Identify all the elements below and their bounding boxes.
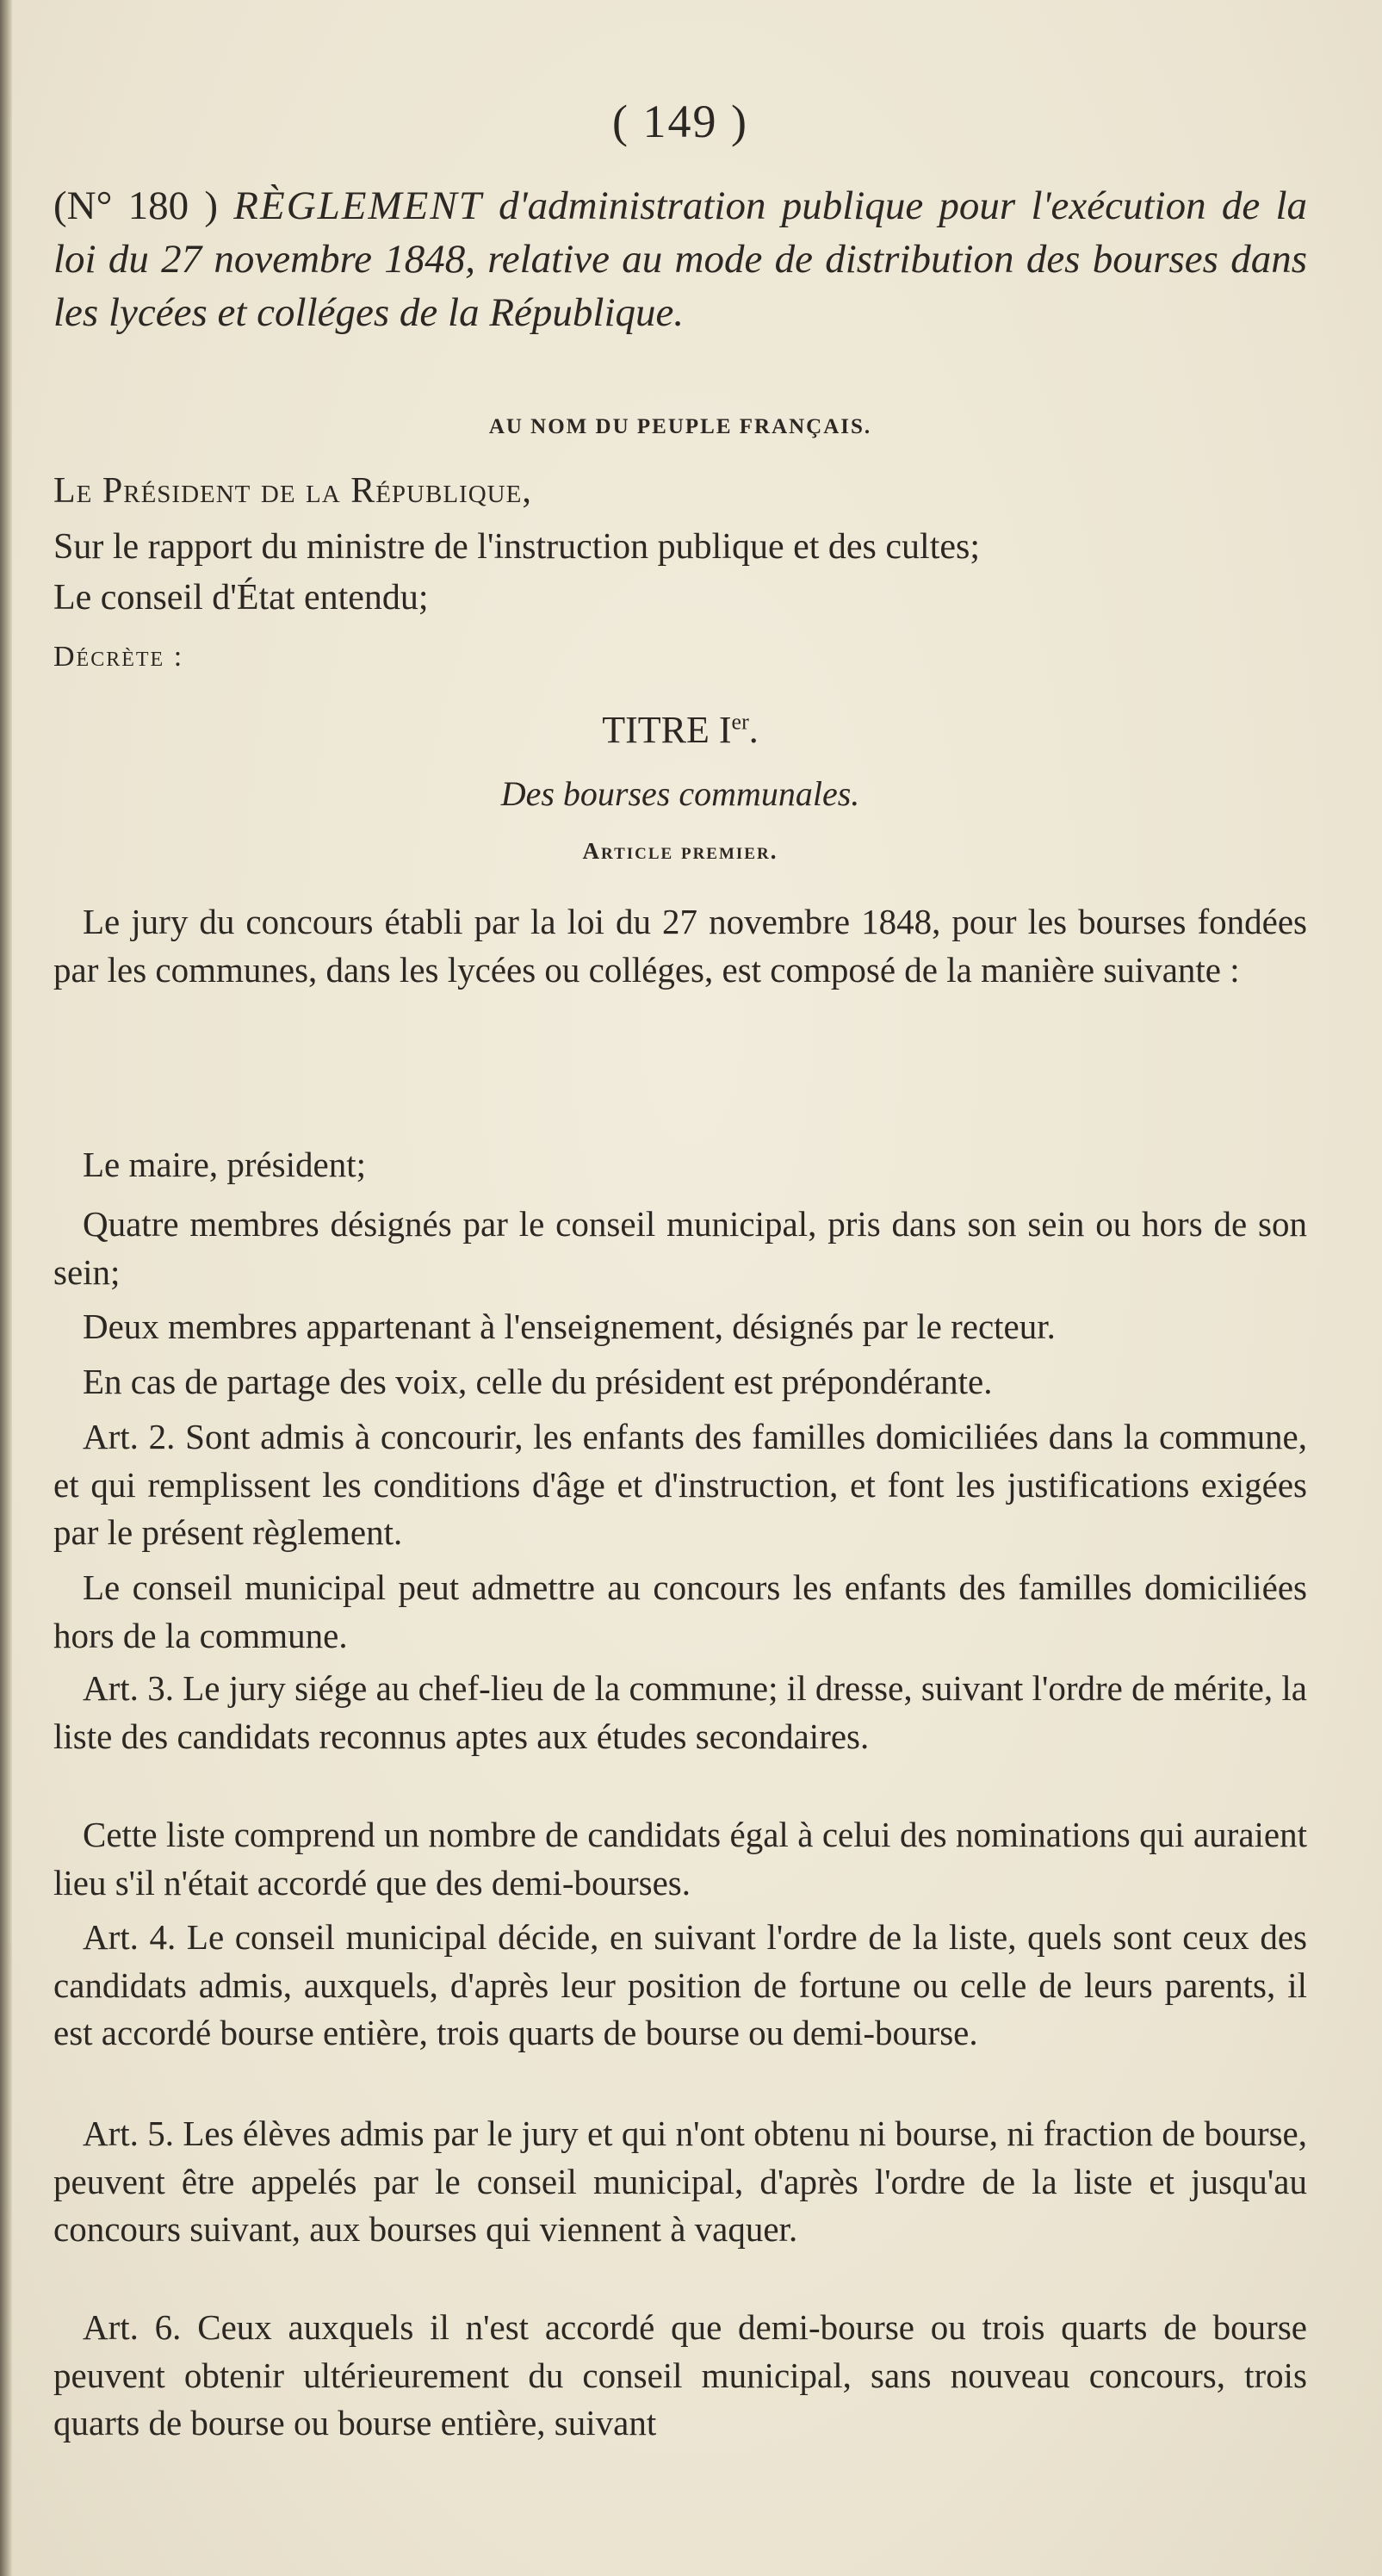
paragraph-5: En cas de partage des voix, celle du président est prépondérante. xyxy=(83,1362,993,1401)
paragraph-6-art-2: Art. 2. Sont admis à concourir, les enfants des familles domiciliées dans la commune, et qui remplissent les conditions d'âge et d'instruction, et font les justifications exigées par le présent règlement. xyxy=(53,1417,1307,1552)
paragraph-12-art-6: Art. 6. Ceux auxquels il n'est accordé que demi-bourse ou trois quarts de bourse peuvent obtenir ultérieurement du conseil municipal, sans nouveau concours, trois quarts de bourse ou bourse entière, suivant xyxy=(53,2307,1307,2443)
paragraph-1: Le jury du concours établi par la loi du 27 novembre 1848, pour les bourses fondées par les communes, dans les lycées ou colléges, est composé de la manière suivante : xyxy=(53,902,1307,990)
paragraph-8-art-3: Art. 3. Le jury siége au chef-lieu de la commune; il dresse, suivant l'ordre de mérite, la liste des candidats reconnus aptes aux études secondaires. xyxy=(53,1668,1307,1756)
titre-superscript: er xyxy=(731,709,749,735)
decrete-line: Décrète : xyxy=(53,641,184,673)
decree-title-rest: d'administration publique pour l'exécution de la loi du 27 novembre 1848, relative au mode de distribution des bourses dans les lycées et colléges de la République. xyxy=(53,183,1308,335)
paragraph-9: Cette liste comprend un nombre de candidats égal à celui des nominations qui auraient lieu s'il n'était accordé que des demi-bourses. xyxy=(53,1815,1307,1903)
paragraph-2: Le maire, président; xyxy=(83,1145,367,1184)
paragraph-7: Le conseil municipal peut admettre au concours les enfants des familles domiciliées hors de la commune. xyxy=(53,1567,1307,1655)
page-binding-edge xyxy=(0,0,12,2576)
au-nom-du-peuple: AU NOM DU PEUPLE FRANÇAIS. xyxy=(488,415,872,438)
article-premier-heading: Article premier. xyxy=(582,838,778,864)
paragraph-3: Quatre membres désignés par le conseil municipal, pris dans son sein ou hors de son sein; xyxy=(53,1204,1307,1292)
conseil-line: Le conseil d'État entendu; xyxy=(53,578,429,618)
paragraph-4: Deux membres appartenant à l'enseignement, désignés par le recteur. xyxy=(83,1307,1056,1346)
decree-title-word: RÈGLEMENT xyxy=(233,183,483,228)
rapport-line: Sur le rapport du ministre de l'instruction publique et des cultes; xyxy=(53,527,981,567)
decree-heading xyxy=(53,179,1307,339)
titre-text: TITRE I xyxy=(602,709,732,751)
titre-heading: TITRE Ier. xyxy=(602,709,759,751)
page-number: ( 149 ) xyxy=(612,96,748,147)
paragraph-11-art-5: Art. 5. Les élèves admis par le jury et qui n'ont obtenu ni bourse, ni fraction de bourse, peuvent être appelés par le conseil municipal, d'après l'ordre de la liste et jusqu'au concours suivant, aux bourses qui viennent à vaquer. xyxy=(53,2114,1307,2249)
titre-subtitle: Des bourses communales. xyxy=(500,774,860,813)
decree-number: (N° 180 ) xyxy=(53,183,219,228)
paragraph-10-art-4: Art. 4. Le conseil municipal décide, en suivant l'ordre de la liste, quels sont ceux des candidats admis, auxquels, d'après leur position de fortune ou celle de leurs parents, il est accordé bourse entière, trois quarts de bourse ou demi-bourse. xyxy=(53,1917,1307,2052)
president-line: Le Président de la République, xyxy=(53,471,532,511)
